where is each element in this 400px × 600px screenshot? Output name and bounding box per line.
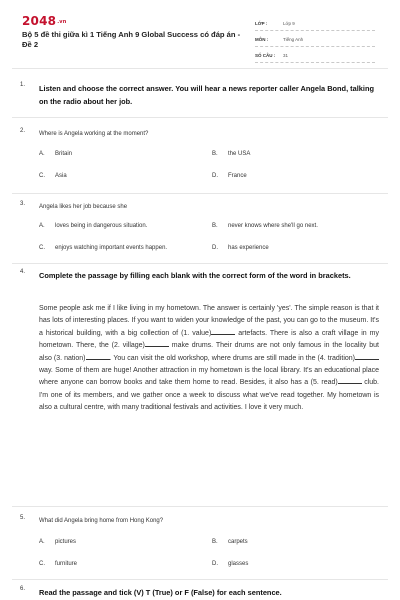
blank-4[interactable] — [355, 353, 379, 360]
meta-count-row: SỐ CÂU : 31 — [255, 48, 375, 63]
option-a[interactable]: A. Britain — [39, 151, 73, 157]
question-6: 6. Read the passage and tick (V) T (True) or F (False) for each sentence. — [20, 586, 380, 600]
question-3-text: Angela likes her job because she — [39, 204, 128, 210]
document-title: Bộ 5 đề thi giữa kì 1 Tiếng Anh 9 Global Success có đáp án - Đề 2 — [22, 30, 241, 49]
option-d[interactable]: D. France — [212, 173, 247, 179]
document-meta — [255, 16, 375, 64]
meta-class-row: LỚP : Lớp 9 — [255, 16, 375, 31]
option-a[interactable]: A. loves being in dangerous situation. — [39, 223, 148, 229]
divider — [12, 68, 388, 69]
option-b[interactable]: B. carpets — [212, 539, 248, 545]
divider — [12, 117, 388, 118]
option-c[interactable]: C. enjoys watching important events happen. — [39, 245, 168, 251]
question-1-text: Listen and choose the correct answer. You will hear a news reporter caller Angela Bond, talking on the radio about her job. — [39, 84, 374, 106]
option-d[interactable]: D. glasses — [212, 561, 249, 567]
question-2: 2. Where is Angela working at the moment? A. Britain B. the USA C. Asia D. France — [20, 128, 380, 188]
blank-1[interactable] — [211, 328, 235, 335]
reading-passage: Some people ask me if I like living in my hometown. The answer is certainly 'yes'. The simple reason is that it has lots of interesting places. If you want to widen your knowledge of the past, you can go to the museum. It's a historical building, with a big collection of (1. value) artefacts. There is also a craft village in my hometown. There, the (2. village) make drums. Their drums are not only famous in the locality but also (3. nation) . You can visit the old workshop, where drums are still made in the (4. tradition) way. Some of them are huge! Another attraction in my hometown is the local library. It's an educational place where anyone can borrow books and take them home to read. Besides, it also has a (5. read) club. I'm one of its members, and we gather once a week to discuss what we've read together. My hometown is also a cultural centre, with many traditional festivals and activities. I love it very much. — [39, 305, 380, 412]
divider — [12, 506, 388, 507]
meta-subject-row: MÔN : Tiếng Anh — [255, 32, 375, 47]
blank-2[interactable] — [145, 340, 169, 347]
site-logo[interactable]: 2048.vn — [22, 14, 67, 28]
question-1: 1. Listen and choose the correct answer. You will hear a news reporter caller Angela Bond, talking on the radio about her job. — [20, 82, 380, 112]
question-5: 5. What did Angela bring home from Hong Kong? A. pictures B. carpets C. furniture D. glasses — [20, 515, 380, 575]
divider — [12, 263, 388, 264]
divider — [12, 193, 388, 194]
question-5-text: What did Angela bring home from Hong Kong? — [39, 518, 164, 524]
option-a[interactable]: A. pictures — [39, 539, 77, 545]
question-4-text: Complete the passage by filling each blank with the correct form of the word in brackets. — [39, 271, 351, 280]
blank-3[interactable] — [86, 353, 110, 360]
option-d[interactable]: D. has experience — [212, 245, 269, 251]
page-header — [0, 0, 400, 64]
blank-5[interactable] — [338, 377, 362, 384]
option-c[interactable]: C. Asia — [39, 173, 67, 179]
option-b[interactable]: B. never knows where she'll go next. — [212, 223, 318, 229]
question-4: 4. Complete the passage by filling each blank with the correct form of the word in brackets. — [20, 269, 380, 299]
question-3: 3. Angela likes her job because she A. loves being in dangerous situation. B. never knows where she'll go next. C. enjoys watching important events happen. D. has experience — [20, 201, 380, 261]
option-b[interactable]: B. the USA — [212, 151, 251, 157]
divider — [12, 579, 388, 580]
option-c[interactable]: C. furniture — [39, 561, 78, 567]
question-2-text: Where is Angela working at the moment? — [39, 131, 149, 137]
question-6-text: Read the passage and tick (V) T (True) or F (False) for each sentence. — [39, 588, 282, 597]
